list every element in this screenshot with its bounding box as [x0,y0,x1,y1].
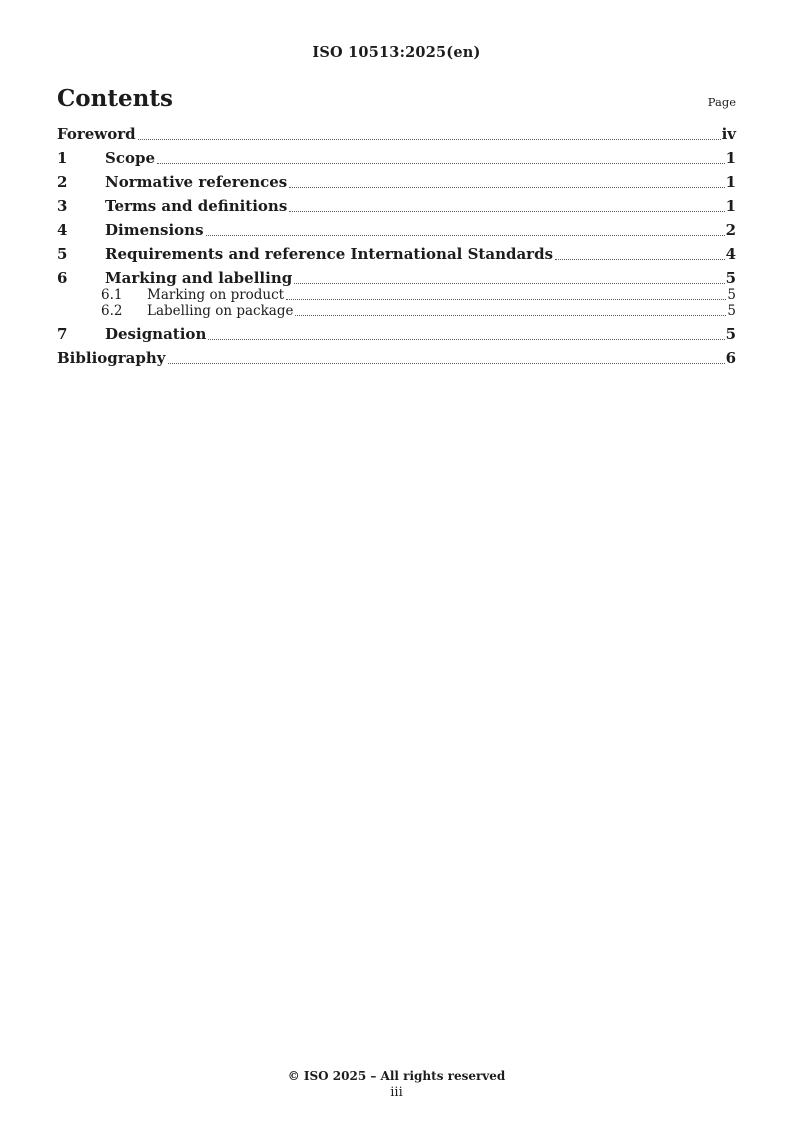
toc-dotted-leader [157,163,725,164]
toc-entry [57,247,736,262]
toc-entry-title: Designation [105,325,207,343]
toc-entry-title: Normative references [105,173,288,191]
toc-entry [57,286,736,303]
toc-entry-page: 4 [725,245,736,263]
toc-entry-number: 4 [57,221,68,239]
page-footer [0,1069,793,1100]
toc-dotted-leader [208,339,724,340]
contents-title: Contents [57,85,173,112]
toc-entry-page: 5 [725,325,736,343]
toc-entry-number: 5 [57,245,68,263]
toc-entry-page: 1 [725,173,736,191]
page-column-label: Page [707,95,736,109]
toc-dotted-leader [138,139,721,140]
toc-entry [57,327,736,342]
toc-entry [57,175,736,190]
toc-entry-page: 1 [725,197,736,215]
toc-entry [57,271,736,286]
toc-dotted-leader [286,299,726,300]
toc-entry-number: 1 [57,149,68,167]
toc-entry-page: 5 [727,286,736,303]
toc-entry [57,351,736,366]
toc-dotted-leader [289,211,724,212]
toc-entry [57,199,736,214]
toc-entry-number: 6.2 [101,302,123,319]
toc-dotted-leader [294,283,724,284]
toc-entry-title: Bibliography [57,349,166,367]
toc-entry-title: Labelling on package [147,302,294,319]
copyright-notice: © ISO 2025 – All rights reserved [287,1069,506,1083]
toc-entry-page: 2 [725,221,736,239]
toc-entry-page: 5 [725,269,736,287]
toc-entry-page: 6 [725,349,736,367]
toc-entry-title: Requirements and reference International Standards [105,245,554,263]
toc-entry [57,151,736,166]
toc-entry-number: 3 [57,197,68,215]
toc-entry-page: 5 [727,302,736,319]
toc-entry-title: Scope [105,149,156,167]
toc-entry-page: 1 [725,149,736,167]
document-reference-header: ISO 10513:2025(en) [312,44,481,61]
toc-entry-number: 6.1 [101,286,123,303]
contents-heading-row [57,85,736,112]
toc-entry [57,223,736,238]
toc-entry [57,127,736,142]
toc-entry-page: iv [721,125,736,143]
toc-entry-number: 2 [57,173,68,191]
toc-entry-title: Terms and definitions [105,197,288,215]
toc-entry-title: Dimensions [105,221,204,239]
toc-entry-number: 6 [57,269,68,287]
toc-list [57,127,736,366]
toc-dotted-leader [168,363,725,364]
toc-entry [57,302,736,319]
toc-entry-title: Marking and labelling [105,269,293,287]
toc-dotted-leader [206,235,725,236]
page-number: iii [390,1085,403,1100]
toc-entry-title: Foreword [57,125,136,143]
toc-entry-number: 7 [57,325,68,343]
toc-dotted-leader [295,315,726,316]
toc-entry-title: Marking on product [147,286,285,303]
toc-dotted-leader [289,187,724,188]
toc-dotted-leader [555,259,725,260]
